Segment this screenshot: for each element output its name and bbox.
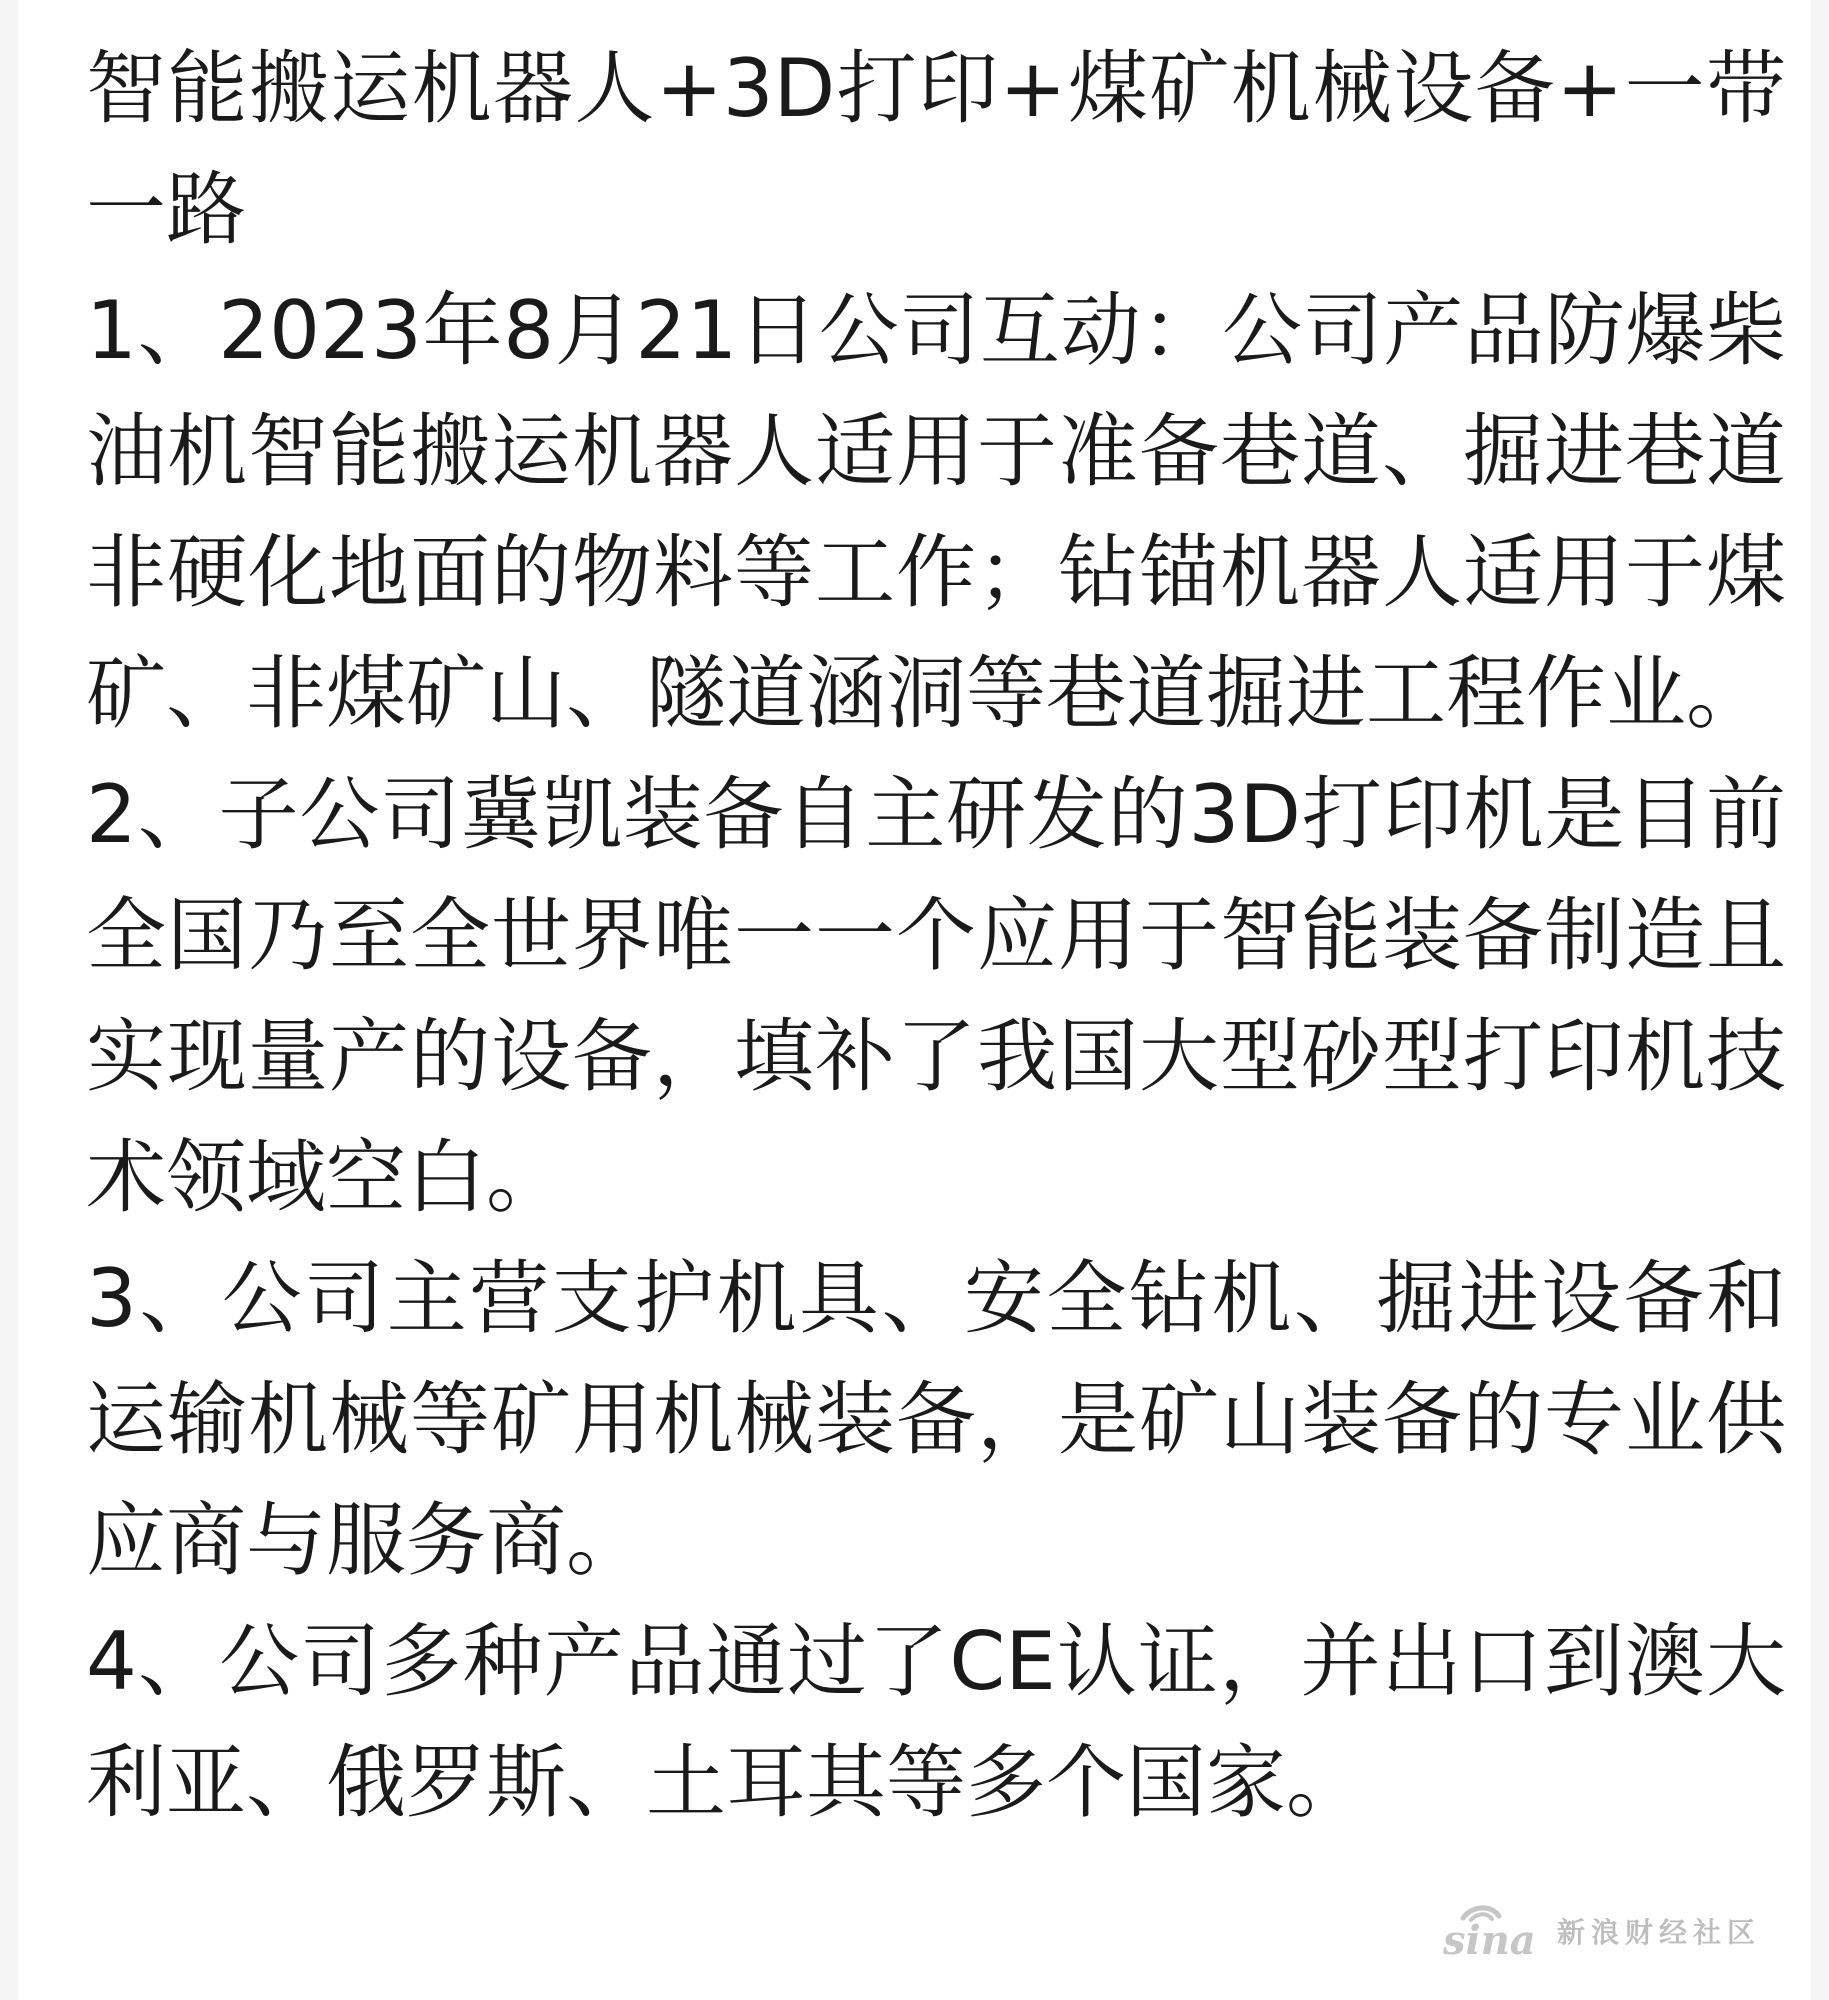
list-item: 3、公司主营支护机具、安全钻机、掘进设备和运输机械等矿用机械装备，是矿山装备的专业供应商与服务商。 [86,1252,1786,1587]
article-body [86,28,1786,1843]
list-item: 1、2023年8月21日公司互动：公司产品防爆柴油机智能搬运机器人适用于准备巷道、掘进巷道非硬化地面的物料等工作；钻锚机器人适用于煤矿、非煤矿山、隧道涵洞等巷道掘进工程作业。 [86,284,1786,740]
sina-watermark [1441,1900,1761,1962]
article-title: 智能搬运机器人+3D打印+煤矿机械设备+一带一路 [86,42,1786,256]
document-page [18,0,1811,2000]
svg-text:sina: sina [1442,1917,1536,1962]
watermark-text: 新浪财经社区 [1556,1916,1761,1949]
list-item: 4、公司多种产品通过了CE认证，并出口到澳大利亚、俄罗斯、土耳其等多个国家。 [86,1615,1786,1829]
list-item: 2、子公司冀凯装备自主研发的3D打印机是目前全国乃至全世界唯一一个应用于智能装备制造且实现量产的设备，填补了我国大型砂型打印机技术领域空白。 [86,768,1786,1224]
sina-logo-icon [1441,1900,1545,1962]
